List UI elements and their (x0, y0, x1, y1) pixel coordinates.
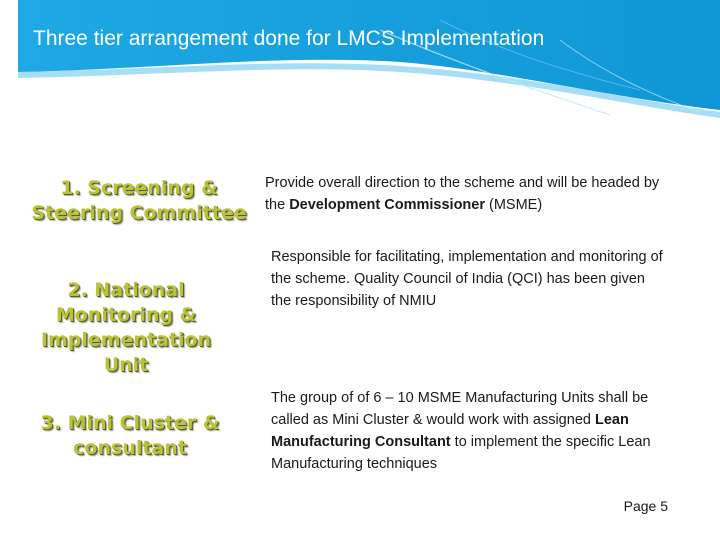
slide-header-banner (0, 0, 720, 118)
tier-3-desc-bold: Lean Manufacturing Consultant (271, 412, 629, 450)
slide-title: Three tier arrangement done for LMCS Implementation (33, 27, 545, 50)
tier-2-description (271, 246, 663, 312)
tier-2-line: Monitoring & (55, 304, 197, 326)
tier-3-heading (30, 411, 230, 461)
tier-1-desc-text-end: (MSME) (485, 197, 543, 213)
page-number: Page 5 (623, 498, 668, 514)
tier-2-line: 2. National (67, 279, 185, 301)
tier-3-desc-text: The group of of 6 – 10 MSME Manufacturing Units shall be called as Mini Cluster & would work with assigned (271, 390, 649, 428)
tier-1-line: Steering Committee (31, 202, 247, 224)
tier-3-line: 3. Mini Cluster & (40, 412, 220, 434)
tier-1-line: 1. Screening & (60, 177, 218, 199)
tier-1-description (265, 172, 665, 216)
tier-2-line: Unit (103, 354, 149, 376)
tier-3-description (271, 387, 661, 475)
tier-1-desc-text: Provide overall direction to the scheme and will be headed by the (265, 175, 660, 213)
tier-2-desc-text: Responsible for facilitating, implementation and monitoring of the scheme. Quality Council of India (QCI) has been given the responsibility of NMIU (271, 249, 663, 309)
tier-2-line: Implementation (40, 329, 212, 351)
header-wave-graphic (0, 0, 720, 118)
tier-3-line: consultant (73, 437, 187, 459)
tier-1-heading (28, 176, 250, 226)
tier-3-desc-text-end: to implement the specific Lean Manufacturing techniques (271, 434, 651, 472)
tier-2-heading (30, 278, 222, 378)
tier-1-desc-bold: Development Commissioner (289, 197, 485, 213)
